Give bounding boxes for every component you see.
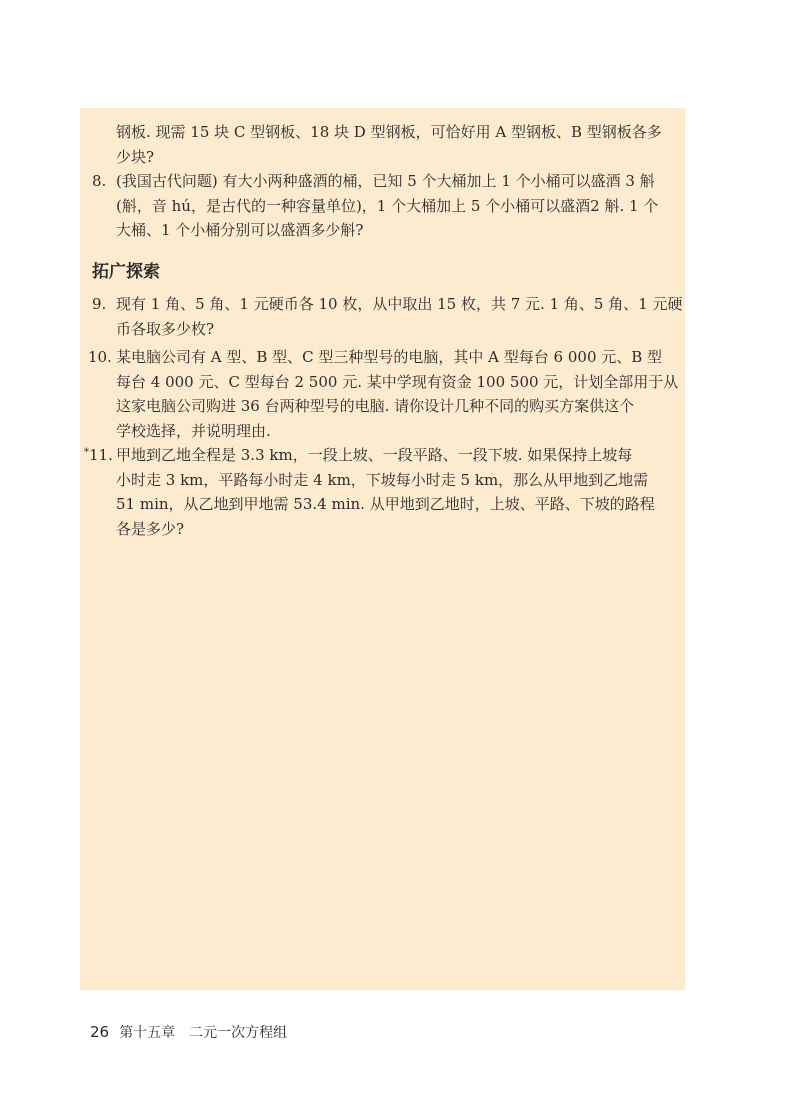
problem-line: 现有 1 角、5 角、1 元硬币各 10 枚，从中取出 15 枚，共 7 元. 1 角、5 角、1 元硬: [116, 295, 683, 313]
problem-line: (我国古代问题) 有大小两种盛酒的桶，已知 5 个大桶加上 1 个小桶可以盛酒 3 斛: [116, 172, 655, 190]
problem-9: [116, 292, 683, 341]
problem-9-number: 9.: [92, 295, 107, 313]
chapter-title: 二元一次方程组: [189, 1025, 288, 1041]
problem-line: (斛，音 hú，是古代的一种容量单位)，1 个大桶加上 5 个小桶可以盛酒2 斛. 1 个: [116, 196, 659, 215]
problem-line: 大桶、1 个小桶分别可以盛酒多少斛?: [116, 221, 364, 239]
page-footer: [90, 1022, 287, 1043]
problem-line: 甲地到乙地全程是 3.3 km，一段上坡、一段平路、一段下坡. 如果保持上坡每: [116, 446, 633, 464]
problem-line: 小时走 3 km，平路每小时走 4 km，下坡每小时走 5 km，那么从甲地到乙地需: [116, 470, 649, 489]
problem-line: 币各取多少枚?: [116, 319, 215, 338]
problem-8-number: 8.: [92, 172, 107, 190]
section-title: 拓广探索: [92, 262, 160, 282]
page-number: 26: [90, 1023, 110, 1041]
problem-8: [116, 169, 676, 243]
problem-11: [116, 443, 676, 541]
problem-10: [116, 345, 679, 443]
problem-line: 这家电脑公司购进 36 台两种型号的电脑. 请你设计几种不同的购买方案供这个: [116, 397, 635, 415]
problem-line: 钢板. 现需 15 块 C 型钢板、18 块 D 型钢板，可恰好用 A 型钢板、B 型钢板各多: [116, 123, 662, 141]
problem-line: 某电脑公司有 A 型、B 型、C 型三种型号的电脑，其中 A 型每台 6 000 元、B 型: [116, 348, 663, 366]
challenge-star-icon: *: [84, 447, 89, 458]
problem-line: 学校选择，并说明理由.: [116, 421, 271, 440]
problem-11-number: [84, 443, 113, 471]
problem-line: 51 min，从乙地到甲地需 53.4 min. 从甲地到乙地时，上坡、平路、下坡的路程: [116, 495, 655, 513]
problem-11-number-text: 11.: [89, 446, 113, 464]
chapter-label: 第十五章: [119, 1025, 176, 1041]
problem-line: 每台 4 000 元、C 型每台 2 500 元. 某中学现有资金 100 500 元，计划全部用于从: [116, 372, 679, 391]
problem-10-number: 10.: [88, 348, 112, 366]
problem-line: 少块?: [116, 147, 155, 166]
problem-line: 各是多少?: [116, 519, 185, 538]
problem-7-continuation: [116, 120, 676, 169]
